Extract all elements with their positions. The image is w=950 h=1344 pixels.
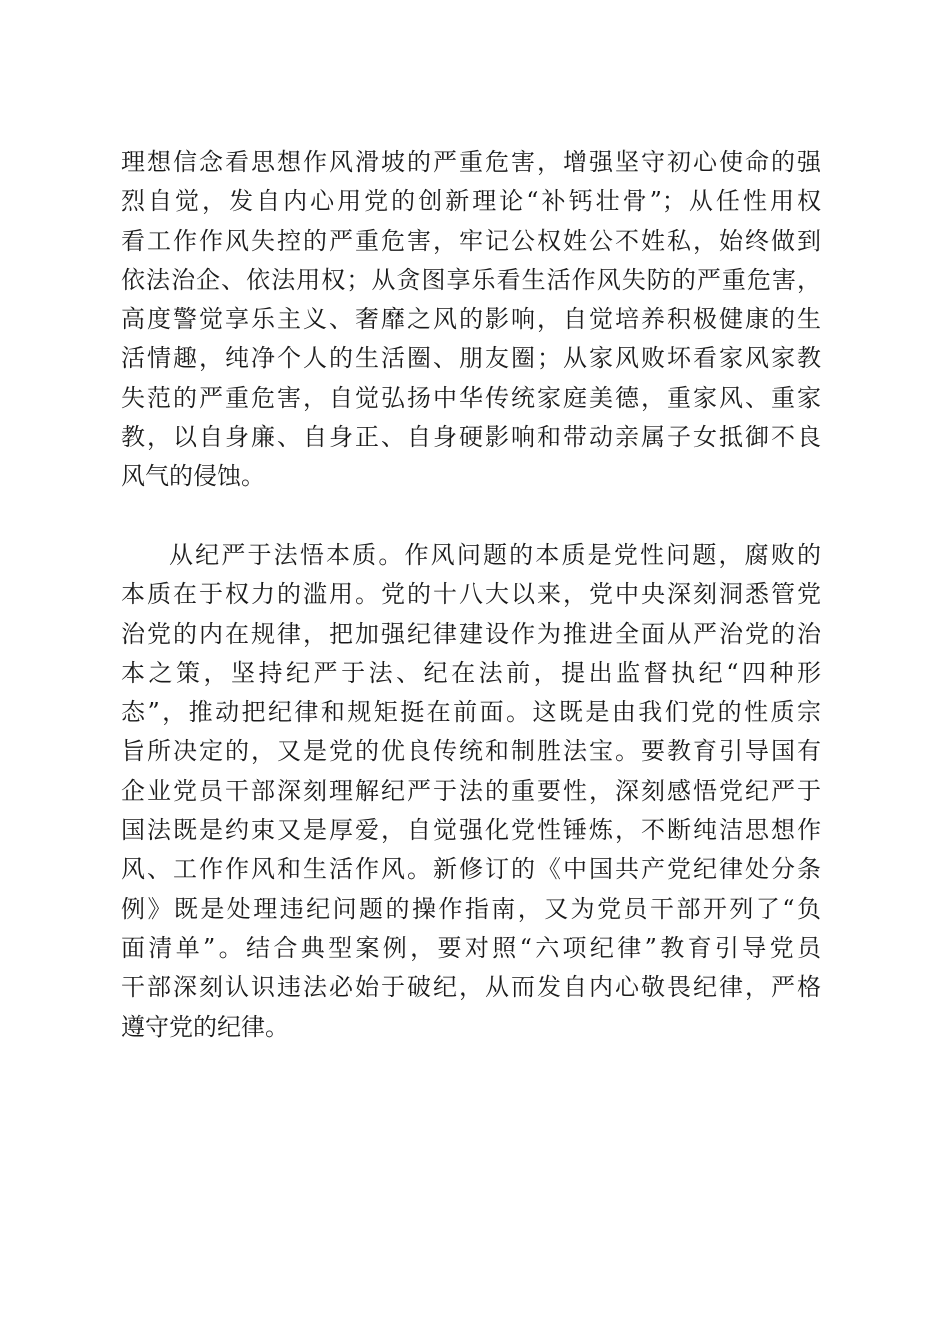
paragraph-line: 例》既是处理违纪问题的操作指南，又为党员干部开列了“负 [121,894,821,923]
paragraph-line: 国法既是约束又是厚爱，自觉强化党性锤炼，不断纯洁思想作 [121,816,821,845]
paragraph-line: 从纪严于法悟本质。作风问题的本质是党性问题，腐败的 [169,541,821,569]
paragraph-line: 治党的内在规律，把加强纪律建设作为推进全面从严治党的治 [121,619,821,648]
paragraph-2 [121,536,821,1047]
paragraph-line: 本质在于权力的滥用。党的十八大以来，党中央深刻洞悉管党 [121,580,821,609]
paragraph-line: 面清单”。结合典型案例，要对照“六项纪律”教育引导党员 [121,933,821,962]
paragraph-line: 活情趣，纯净个人的生活圈、朋友圈；从家风败坏看家风家教 [121,344,821,373]
paragraph-line: 风气的侵蚀。 [121,462,265,491]
paragraph-line: 态”，推动把纪律和规矩挺在前面。这既是由我们党的性质宗 [121,698,821,727]
paragraph-line: 失范的严重危害，自觉弘扬中华传统家庭美德，重家风、重家 [121,383,821,412]
paragraph-line: 企业党员干部深刻理解纪严于法的重要性，深刻感悟党纪严于 [121,776,821,805]
paragraph-1 [121,143,821,497]
paragraph-line: 看工作作风失控的严重危害，牢记公权姓公不姓私，始终做到 [121,226,821,255]
paragraph-line: 高度警觉享乐主义、奢靡之风的影响，自觉培养积极健康的生 [121,305,821,334]
paragraph-line: 教，以自身廉、自身正、自身硬影响和带动亲属子女抵御不良 [121,423,821,452]
paragraph-line: 理想信念看思想作风滑坡的严重危害，增强坚守初心使命的强 [121,148,821,176]
paragraph-line: 依法治企、依法用权；从贪图享乐看生活作风失防的严重危害， [121,265,821,294]
paragraph-line: 风、工作作风和生活作风。新修订的《中国共产党纪律处分条 [121,855,821,884]
paragraph-line: 本之策，坚持纪严于法、纪在法前，提出监督执纪“四种形 [121,658,821,687]
paragraph-line: 干部深刻认识违法必始于破纪，从而发自内心敬畏纪律，严格 [121,973,821,1002]
paragraph-line: 遵守党的纪律。 [121,1012,289,1041]
paragraph-line: 烈自觉，发自内心用党的创新理论“补钙壮骨”；从任性用权 [121,187,821,216]
paragraph-line: 旨所决定的，又是党的优良传统和制胜法宝。要教育引导国有 [121,737,821,766]
